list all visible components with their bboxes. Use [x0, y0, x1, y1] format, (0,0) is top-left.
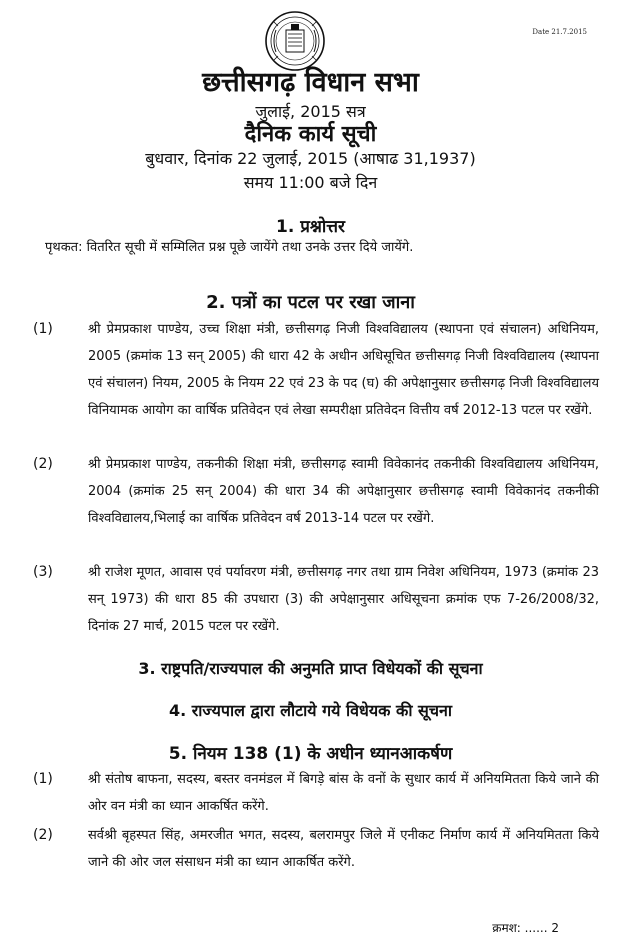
sitting-time: समय 11:00 बजे दिन [243, 173, 378, 192]
sitting-date: बुधवार, दिनांक 22 जुलाई, 2015 (आषाढ 31,1937) [145, 149, 476, 168]
item-text: श्री प्रेमप्रकाश पाण्डेय, तकनीकी शिक्षा मंत्री, छत्तीसगढ़ स्वामी विवेकानंद तकनीकी विश्वविद्यालय अधिनियम, 2004 (क्रमांक 25 सन् 2004) की धारा 34 की अपेक्षानुसार छत्तीसगढ़ स्वामी विवेकानंद तकनीकी विश्वविद्यालय,भिलाई का वार्षिक प्रतिवेदन वर्ष 2013-14 पटल पर रखेंगे. [88, 457, 599, 526]
section-2-item-2 [33, 451, 599, 532]
section-2-item-1 [33, 316, 599, 424]
item-text: श्री राजेश मूणत, आवास एवं पर्यावरण मंत्री, छत्तीसगढ़ नगर तथा ग्राम निवेश अधिनियम, 1973 (क्रमांक 23 सन् 1973) की धारा 85 की उपधारा (3) की अपेक्षानुसार अधिसूचना क्रमांक एफ 7-26/2008/32, दिनांक 27 मार्च, 2015 पटल पर रखेंगे. [88, 565, 599, 634]
section-2-item-3 [33, 559, 599, 640]
section-3-heading: 3. राष्ट्रपति/राज्यपाल की अनुमति प्राप्त विधेयकों की सूचना [138, 659, 483, 678]
item-text: श्री प्रेमप्रकाश पाण्डेय, उच्च शिक्षा मंत्री, छत्तीसगढ़ निजी विश्वविद्यालय (स्थापना एवं संचालन) अधिनियम, 2005 (क्रमांक 13 सन् 2005) की धारा 42 के अधीन अधिसूचित छत्तीसगढ़ निजी विश्वविद्यालय (स्थापना एवं संचालन) नियम, 2005 के नियम 22 एवं 23 के पद (घ) की अपेक्षानुसार छत्तीसगढ़ निजी विश्वविद्यालय विनियामक आयोग का वार्षिक प्रतिवेदन एवं लेखा सम्परीक्षा प्रतिवेदन वित्तीय वर्ष 2012-13 पटल पर रखेंगे. [88, 322, 599, 418]
agenda-subtitle: दैनिक कार्य सूची [244, 122, 377, 147]
section-1-text: पृथकत: वितरित सूची में सम्मिलित प्रश्न पूछे जायेंगे तथा उनके उत्तर दिये जायेंगे. [45, 240, 414, 255]
item-text: श्री संतोष बाफना, सदस्य, बस्तर वनमंडल में बिगड़े बांस के वनों के सुधार कार्य में अनियमितता किये जाने की ओर वन मंत्री का ध्यान आकर्षित करेंगे. [88, 772, 599, 814]
page-title: छत्तीसगढ़ विधान सभा [202, 67, 419, 98]
section-2-heading: 2. पत्रों का पटल पर रखा जाना [206, 292, 415, 313]
item-number: (1) [33, 771, 53, 787]
item-number: (3) [33, 564, 53, 580]
continued-note: क्रमश: ...... 2 [492, 921, 559, 935]
item-number: (1) [33, 321, 53, 337]
item-text: सर्वश्री बृहस्पत सिंह, अमरजीत भगत, सदस्य, बलरामपुर जिले में एनीकट निर्माण कार्य में अनियमितता किये जाने की ओर जल संसाधन मंत्री का ध्यान आकर्षित करेंगे. [88, 828, 599, 870]
section-5-item-2 [33, 822, 599, 876]
session-label: जुलाई, 2015 सत्र [255, 102, 366, 121]
section-4-heading: 4. राज्यपाल द्वारा लौटाये गये विधेयक की सूचना [168, 701, 453, 720]
section-5-heading: 5. नियम 138 (1) के अधीन ध्यानआकर्षण [168, 744, 453, 764]
section-1-heading: 1. प्रश्नोत्तर [276, 217, 345, 237]
section-5-item-1 [33, 766, 599, 820]
item-number: (2) [33, 827, 53, 843]
item-number: (2) [33, 456, 53, 472]
date-note: Date 21.7.2015 [532, 28, 587, 36]
